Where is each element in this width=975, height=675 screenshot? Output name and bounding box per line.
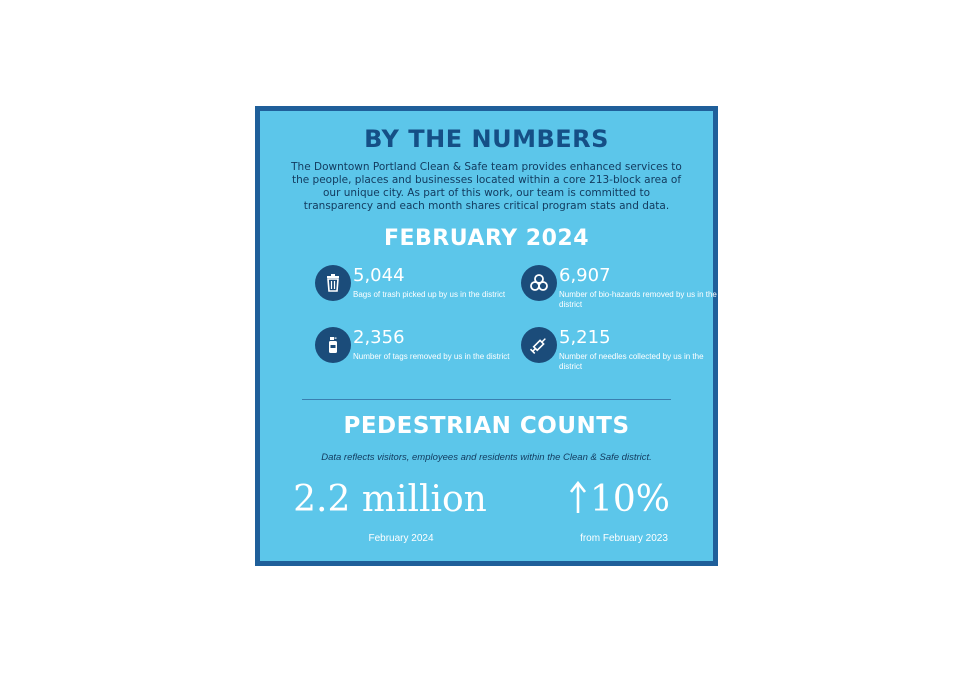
pedestrian-title: PEDESTRIAN COUNTS xyxy=(343,413,630,439)
pedestrian-change xyxy=(560,479,680,524)
spray-can-icon xyxy=(315,327,351,363)
trash-can-icon xyxy=(315,265,351,301)
stat-description: Bags of trash picked up by us in the district xyxy=(353,290,506,299)
section-divider xyxy=(302,399,671,400)
pedestrian-total: 2.2 million xyxy=(293,479,487,520)
stat-trash xyxy=(315,265,515,311)
infographic-frame xyxy=(255,106,718,566)
stat-value: 5,215 xyxy=(559,327,611,348)
pedestrian-change-value: 10% xyxy=(589,479,670,520)
arrow-up-icon xyxy=(570,481,586,524)
pedestrian-total-caption: February 2024 xyxy=(368,533,434,544)
stat-value: 2,356 xyxy=(353,327,405,348)
infographic-panel xyxy=(260,111,717,561)
pedestrian-subtitle: Data reflects visitors, employees and residents within the Clean & Safe district. xyxy=(321,452,652,463)
stat-description: Number of tags removed by us in the district xyxy=(353,352,510,361)
intro-text: The Downtown Portland Clean & Safe team provides enhanced services to the people, places and businesses located within a core 213-block area of our unique city. As part of this work, our team is committed to transparency and each month shares critical program stats and data. xyxy=(291,161,682,212)
syringe-icon xyxy=(521,327,557,363)
page-title: BY THE NUMBERS xyxy=(364,125,609,153)
stat-biohazard xyxy=(521,265,721,311)
stat-description: Number of needles collected by us in the district xyxy=(559,352,704,371)
stat-needles xyxy=(521,327,721,373)
biohazard-icon xyxy=(521,265,557,301)
stat-value: 5,044 xyxy=(353,265,405,286)
stat-description: Number of bio-hazards removed by us in the district xyxy=(559,290,717,309)
stat-tags xyxy=(315,327,515,373)
stat-value: 6,907 xyxy=(559,265,611,286)
pedestrian-change-caption: from February 2023 xyxy=(580,533,668,544)
month-heading: FEBRUARY 2024 xyxy=(383,226,590,251)
